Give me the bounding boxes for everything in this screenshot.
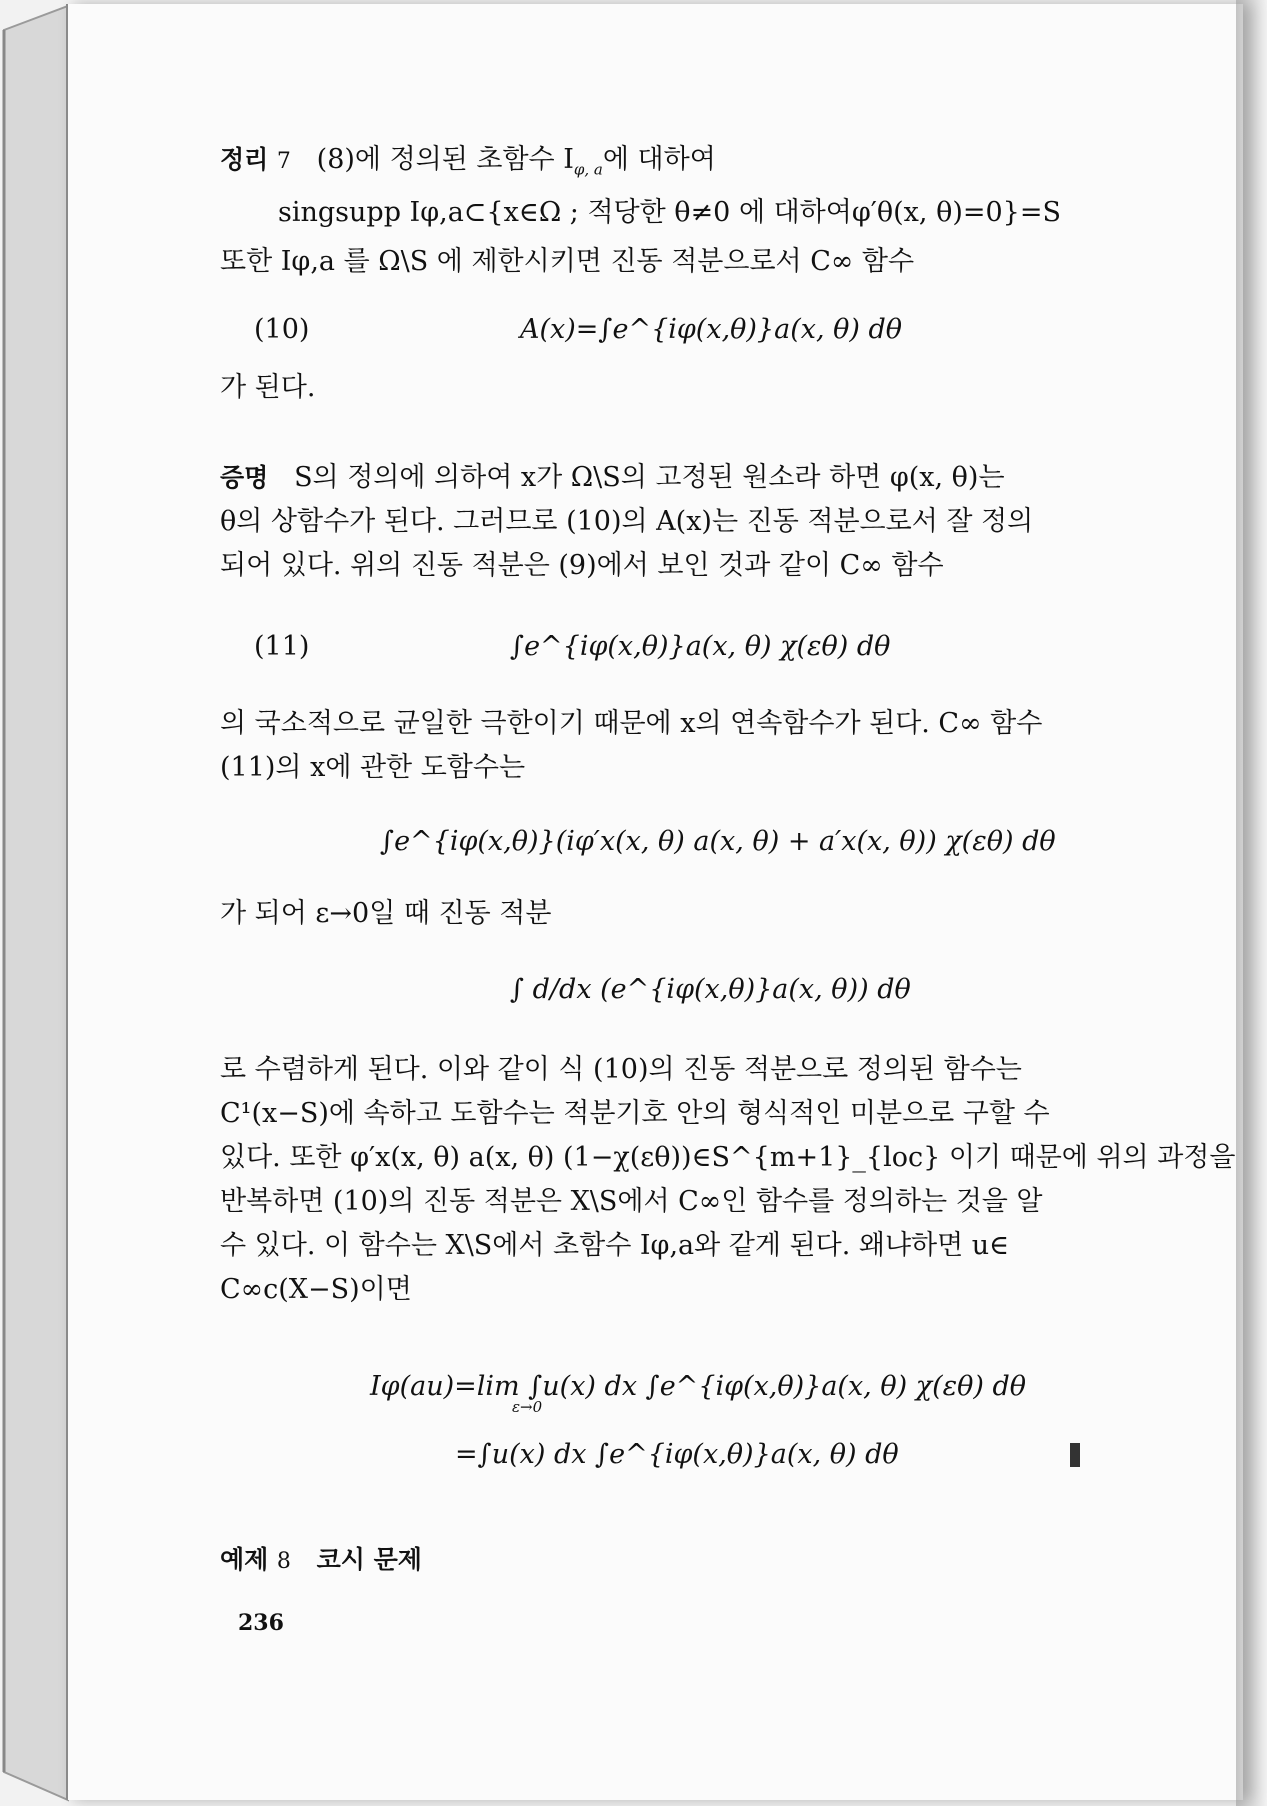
eq-derivative: ∫e^{iφ(x,θ)}(iφ′x(x, θ) a(x, θ) + a′x(x, θ)) χ(εθ) dθ [380,826,1056,857]
proof-line-9: 있다. 또한 φ′x(x, θ) a(x, θ) (1−χ(εθ))∈S^{m+1}_{loc} 이기 때문에 위의 과정을 [220,1142,1236,1173]
proof-line-3: 되어 있다. 위의 진동 적분은 (9)에서 보인 것과 같이 C∞ 함수 [220,550,944,581]
qed-mark [1070,1443,1080,1467]
eq-final-lim: ε→0 [512,1398,543,1416]
singsupp-line: singsupp Iφ,a⊂{x∈Ω ; 적당한 θ≠0 에 대하여φ′θ(x, θ)=0}=S [278,197,1061,228]
book-edge [0,0,70,1806]
proof-line-6: 가 되어 ε→0일 때 진동 적분 [220,898,552,929]
proof-line-11: 수 있다. 이 함수는 X\S에서 초함수 Iφ,a와 같게 된다. 왜냐하면 u∈ [220,1230,1010,1261]
eq-final-1-text: Iφ(au)=lim ∫u(x) dx ∫e^{iφ(x,θ)}a(x, θ) χ(εθ) dθ [370,1371,1027,1402]
proof-line-2: θ의 상함수가 된다. 그러므로 (10)의 A(x)는 진동 적분으로서 잘 정의 [220,506,1034,537]
proof-line-12: C∞c(X−S)이면 [220,1274,412,1305]
page-number: 236 [238,1610,284,1636]
eq11-label: (11) [254,631,310,662]
page-shadow [1236,0,1267,1806]
proof-line-1 [220,456,1005,500]
theorem-intro: (8)에 정의된 초함수 I [316,144,574,175]
theorem-number: 7 [276,149,291,174]
theorem-line [220,138,716,191]
eq-final-2: =∫u(x) dx ∫e^{iφ(x,θ)}a(x, θ) dθ [455,1439,899,1470]
proof-line-10: 반복하면 (10)의 진동 적분은 X\S에서 C∞인 함수를 정의하는 것을 알 [220,1186,1043,1217]
example-line [220,1538,422,1584]
proof-line-5: (11)의 x에 관한 도함수는 [220,752,526,783]
example-heading: 예제 [220,1545,269,1574]
example-number: 8 [276,1549,291,1574]
proof-text-1: S의 정의에 의하여 x가 Ω\S의 고정된 원소라 하면 φ(x, θ)는 [294,462,1005,493]
theorem-intro-sub: φ, a [573,160,603,179]
eq-final-1 [370,1365,1026,1409]
proof-line-4: 의 국소적으로 균일한 극한이기 때문에 x의 연속함수가 된다. C∞ 함수 [220,708,1043,739]
restriction-line: 또한 Iφ,a 를 Ω\S 에 제한시키면 진동 적분으로서 C∞ 함수 [220,246,915,277]
eq10-label: (10) [254,314,310,345]
theorem-intro-end: 에 대하여 [602,144,716,175]
eq-ddx: ∫ d/dx (e^{iφ(x,θ)}a(x, θ)) dθ [510,974,911,1005]
proof-line-7: 로 수렴하게 된다. 이와 같이 식 (10)의 진동 적분으로 정의된 함수는 [220,1054,1022,1085]
proof-line-8: C¹(x−S)에 속하고 도함수는 적분기호 안의 형식적인 미분으로 구할 수 [220,1098,1050,1129]
proof-heading: 증명 [220,463,269,492]
eq11: ∫e^{iφ(x,θ)}a(x, θ) χ(εθ) dθ [510,631,891,662]
eq10: A(x)=∫e^{iφ(x,θ)}a(x, θ) dθ [520,314,903,345]
theorem-heading: 정리 [220,145,269,174]
example-title: 코시 문제 [316,1545,422,1574]
after-eq10: 가 된다. [220,372,316,403]
